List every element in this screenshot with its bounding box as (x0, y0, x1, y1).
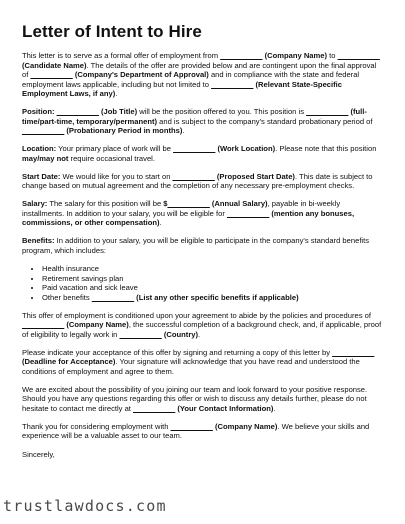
conditions-paragraph: This offer of employment is conditioned upon your agreement to abide by the policies and procedures of __________ (Company Name), the successful completion of a background check, and, if applicable, proof of eligibility to legally work in __________ (Country). (22, 310, 382, 339)
thanks-paragraph: Thank you for considering employment with __________ (Company Name). We believe your skills and experience will be a valuable asset to our team. (22, 421, 370, 441)
list-item: • Other benefits __________ (List any other specific benefits if applicable) (42, 293, 383, 303)
salary-paragraph: Salary: The salary for this position will be $__________ (Annual Salary), payable in bi-weekly installments. In addition to your salary, you will be eligible for __________ (mention any bonuses, commissions, or other compensation). (22, 199, 355, 228)
job-title-blank[interactable]: __________ (56, 107, 99, 117)
deadline-blank[interactable]: __________ (332, 347, 375, 357)
probation-blank[interactable]: __________ (22, 126, 65, 136)
list-item: • Retirement savings plan (42, 274, 383, 284)
letter-body (22, 51, 383, 468)
document-title: Letter of Intent to Hire (22, 22, 202, 41)
employment-type-blank[interactable]: __________ (306, 107, 349, 117)
company-name-blank-3[interactable]: __________ (170, 421, 213, 431)
list-item: • Paid vacation and sick leave (42, 283, 383, 293)
candidate-name-blank[interactable]: __________ (337, 51, 380, 60)
acceptance-paragraph: Please indicate your acceptance of this offer by signing and returning a copy of this letter by __________ (Deadline for Acceptance). Your signature will acknowledge that you have read and understood the conditions of employment and agree to them. (22, 347, 375, 376)
position-paragraph: Position: __________ (Job Title) will be the position offered to you. This position is __________ (full-time/part-time, temporary/permanent) and is subject to the company's standard probationary period of __________ (Probationary Period in months). (22, 107, 373, 136)
other-benefits-blank[interactable]: __________ (91, 292, 135, 302)
country-blank[interactable]: __________ (119, 329, 162, 339)
bonus-blank[interactable]: __________ (227, 208, 270, 218)
work-location-blank[interactable]: __________ (173, 144, 216, 154)
closing: Sincerely, (22, 449, 55, 459)
approval-dept-blank[interactable]: __________ (30, 70, 73, 79)
company-name-blank[interactable]: __________ (220, 51, 263, 60)
list-item: • Health insurance (42, 264, 383, 274)
benefits-paragraph: Benefits: In addition to your salary, you will be eligible to participate in the company's standard benefits program, which includes: (22, 236, 370, 255)
intro-paragraph: This letter is to serve as a formal offer of employment from __________ (Company Name) to __________ (Candidate Name). The details of the offer are provided below and are contingent upon the final approval of __________ (Company's Department of Approval) and in compliance with the state and federal employment laws applicable, including but not limited to __________ (Relevant State-Specific Employment Laws, if any). (22, 51, 380, 98)
start-date-paragraph: Start Date: We would like for you to start on __________ (Proposed Start Date). This date is subject to change based on mutual agreement and the completion of any necessary pre-employment checks. (22, 171, 373, 191)
site-watermark: trustlawdocs.com (3, 497, 167, 515)
employment-laws-blank[interactable]: __________ (211, 79, 254, 89)
contact-paragraph: We are excited about the possibility of you joining our team and look forward to your positive response. Should you have any questions regarding this offer or wish to discuss any details further, please do not hesitate to contact me directly at __________ (Your Contact Information). (22, 384, 368, 413)
location-paragraph: Location: Your primary place of work will be __________ (Work Location). Please note that this position may/may not require occasional travel. (22, 144, 377, 163)
benefits-list (22, 264, 383, 302)
start-date-blank[interactable]: __________ (172, 171, 215, 181)
company-name-blank-2[interactable]: __________ (22, 320, 65, 330)
contact-info-blank[interactable]: __________ (133, 403, 176, 413)
salary-blank[interactable]: __________ (167, 199, 210, 209)
